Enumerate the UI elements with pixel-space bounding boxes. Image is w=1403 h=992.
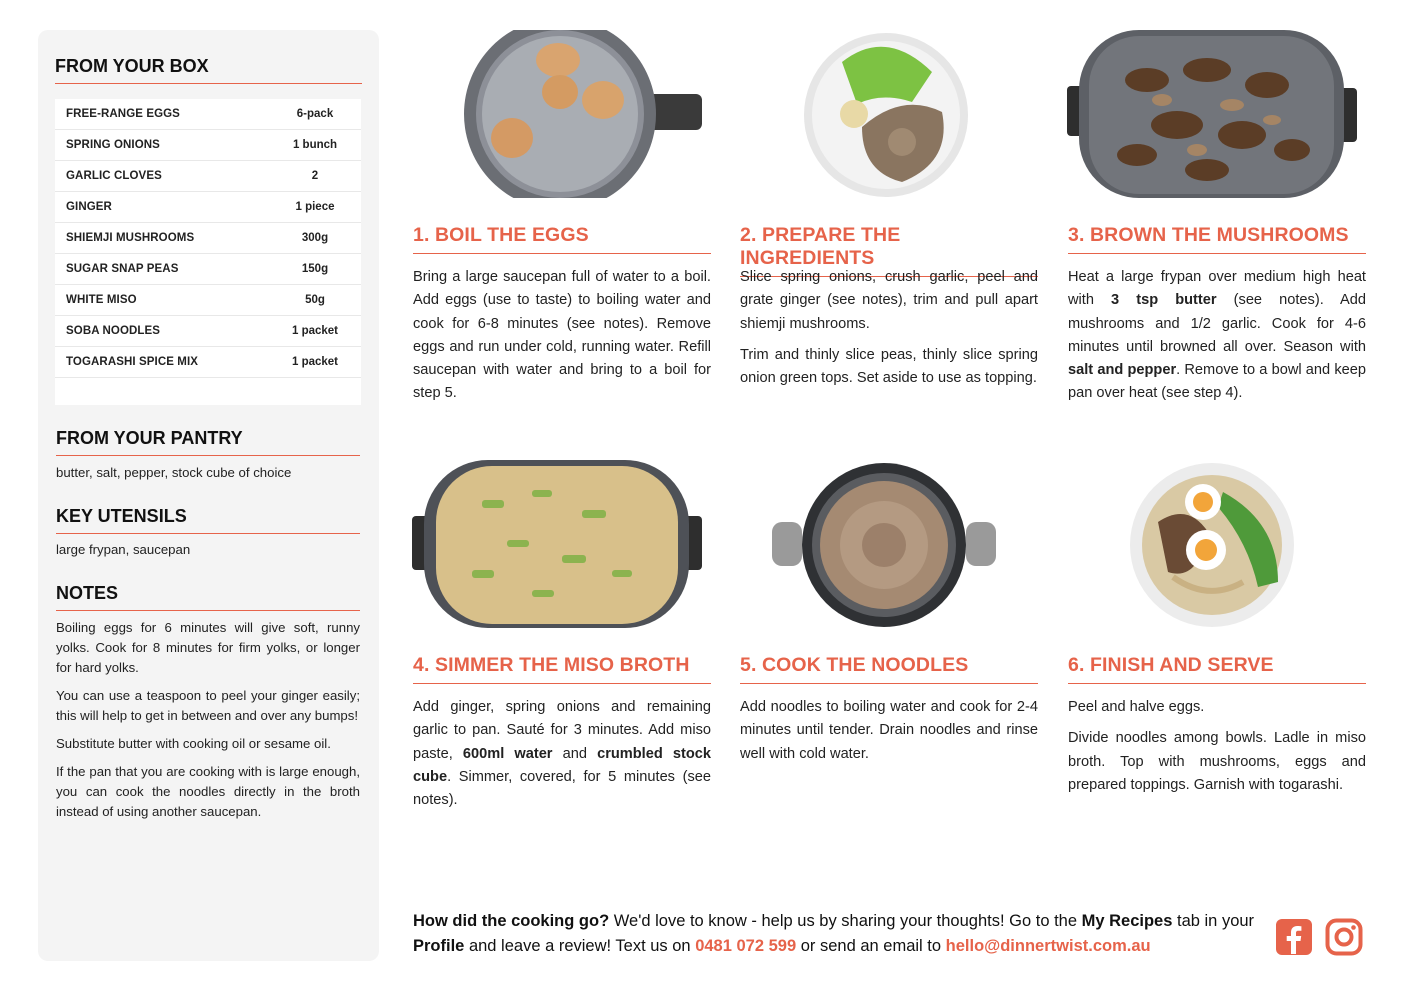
- table-row: [55, 192, 361, 223]
- utensils-title: KEY UTENSILS: [56, 506, 360, 534]
- ingredient-name: TOGARASHI SPICE MIX: [66, 356, 199, 368]
- ingredient-name: GINGER: [66, 201, 112, 213]
- instagram-icon[interactable]: [1325, 918, 1363, 956]
- note-paragraph: Boiling eggs for 6 minutes will give soft, runny yolks. Cook for 8 minutes for firm yolks, or longer for hard yolks.: [56, 620, 360, 675]
- ingredients-sidebar: [38, 30, 379, 961]
- ingredient-qty: 1 piece: [295, 201, 335, 213]
- note-paragraph: You can use a teaspoon to peel your ginger easily; this will help to get in between and over any bumps!: [56, 688, 360, 723]
- ingredient-name: SHIEMJI MUSHROOMS: [66, 232, 195, 244]
- ingredient-name: WHITE MISO: [66, 294, 137, 306]
- step-3-text: (see notes). Add mushrooms and 1/2 garlic. Cook for 4-6 minutes until browned all over. Season with: [1068, 292, 1366, 355]
- finished-dish-photo: [1128, 462, 1298, 628]
- table-row: [55, 161, 361, 192]
- ingredient-qty: 1 packet: [291, 356, 339, 368]
- ingredient-name: GARLIC CLOVES: [66, 170, 162, 182]
- cooked-noodles-photo: [772, 462, 996, 628]
- step-2-text: Trim and thinly slice peas, thinly slice spring onion green tops. Set aside to use as topping.: [740, 346, 1038, 387]
- ingredient-name: SPRING ONIONS: [66, 139, 160, 151]
- footer-text: tab in your: [1172, 912, 1255, 930]
- ingredient-name: SOBA NOODLES: [66, 325, 161, 337]
- table-row: [55, 223, 361, 254]
- step-4-title: 4. SIMMER THE MISO BROTH: [413, 654, 711, 684]
- step-4-text: and: [552, 745, 598, 762]
- note-paragraph: If the pan that you are cooking with is large enough, you can cook the noodles directly in the broth instead of using another saucepan.: [56, 764, 360, 819]
- step-2-text: Slice spring onions, crush garlic, peel and grate ginger (see notes), trim and pull apart shiemji mushrooms.: [740, 269, 1038, 332]
- step-3-text: Heat a large frypan over medium high heat with: [1068, 269, 1366, 309]
- pantry-title: FROM YOUR PANTRY: [56, 428, 360, 456]
- boiling-eggs-photo: [440, 30, 702, 198]
- table-row: [55, 316, 361, 347]
- step-2-title: 2. PREPARE THE INGREDIENTS: [740, 224, 1038, 277]
- facebook-icon[interactable]: [1275, 918, 1313, 956]
- step-6-text: Divide noodles among bowls. Ladle in miso broth. Top with mushrooms, eggs and prepared toppings. Garnish with togarashi.: [1068, 730, 1366, 793]
- ingredient-qty: 1 bunch: [292, 139, 338, 151]
- notes-title: NOTES: [56, 583, 360, 611]
- step-6-body: [1068, 696, 1366, 805]
- pantry-text: butter, salt, pepper, stock cube of choice: [56, 465, 292, 480]
- ingredient-qty: 1 packet: [291, 325, 339, 337]
- step-5-body: [740, 696, 1038, 774]
- notes-body: [56, 618, 360, 830]
- step-5-text: Add noodles to boiling water and cook for 2-4 minutes until tender. Drain noodles and rinse well with cold water.: [740, 699, 1038, 762]
- browned-mushrooms-photo: [1067, 30, 1357, 198]
- my-recipes-label: My Recipes: [1081, 912, 1173, 930]
- footer-text: and leave a review! Text us on: [464, 937, 696, 955]
- table-row: [55, 130, 361, 161]
- step-1-body: [413, 266, 711, 414]
- step-3-text: . Remove to a bowl and keep pan over heat (see step 4).: [1068, 362, 1366, 402]
- table-row: [55, 285, 361, 316]
- utensils-text: large frypan, saucepan: [56, 542, 191, 557]
- ingredient-qty: 50g: [305, 294, 325, 306]
- step-3-body: [1068, 266, 1366, 414]
- ingredient-name: FREE-RANGE EGGS: [66, 108, 180, 120]
- step-4-text: . Simmer, covered, for 5 minutes (see notes).: [413, 768, 711, 809]
- miso-broth-photo: [412, 460, 702, 628]
- ingredient-qty: 150g: [301, 263, 329, 275]
- step-3-title: 3. BROWN THE MUSHROOMS: [1068, 224, 1366, 254]
- ingredient-qty: 2: [311, 170, 319, 182]
- ingredient-name: SUGAR SNAP PEAS: [66, 263, 179, 275]
- phone-link[interactable]: 0481 072 599: [695, 937, 797, 955]
- step-6-title: 6. FINISH AND SERVE: [1068, 654, 1366, 684]
- ingredient-qty: 6-pack: [296, 108, 334, 120]
- table-row: [55, 347, 361, 378]
- feedback-footer: [413, 909, 1263, 959]
- step-1-title: 1. BOIL THE EGGS: [413, 224, 711, 254]
- email-link[interactable]: hello@dinnertwist.com.au: [945, 937, 1151, 955]
- step-4-body: [413, 696, 711, 820]
- footer-text: We'd love to know - help us by sharing your thoughts! Go to the: [609, 912, 1082, 930]
- note-paragraph: Substitute butter with cooking oil or sesame oil.: [56, 736, 331, 751]
- step-4-bold: crumbled stock cube: [413, 745, 711, 785]
- step-1-text: Bring a large saucepan full of water to a boil. Add eggs (use to taste) to boiling water and cook for 6-8 minutes (see notes). Remove eggs and run under cold, running water. Refill saucepan with water and bring to a boil for step 5.: [413, 269, 711, 402]
- step-4-text: Add ginger, spring onions and remaining garlic to pan. Sauté for 3 minutes. Add miso paste,: [413, 699, 711, 762]
- step-6-text: Peel and halve eggs.: [1068, 699, 1205, 715]
- step-5-title: 5. COOK THE NOODLES: [740, 654, 1038, 684]
- step-3-bold: 3 tsp butter: [1111, 292, 1217, 309]
- box-title: FROM YOUR BOX: [55, 56, 362, 84]
- box-ingredients-table: [55, 99, 361, 405]
- ingredient-qty: 300g: [301, 232, 329, 244]
- footer-question: How did the cooking go?: [413, 912, 610, 930]
- footer-text: or send an email to: [796, 937, 946, 955]
- prepared-ingredients-photo: [802, 32, 970, 198]
- step-2-body: [740, 266, 1038, 398]
- step-4-bold: 600ml water: [462, 745, 553, 762]
- step-3-bold: salt and pepper: [1068, 362, 1177, 379]
- table-row: [55, 99, 361, 130]
- profile-label: Profile: [413, 937, 465, 955]
- table-row: [55, 254, 361, 285]
